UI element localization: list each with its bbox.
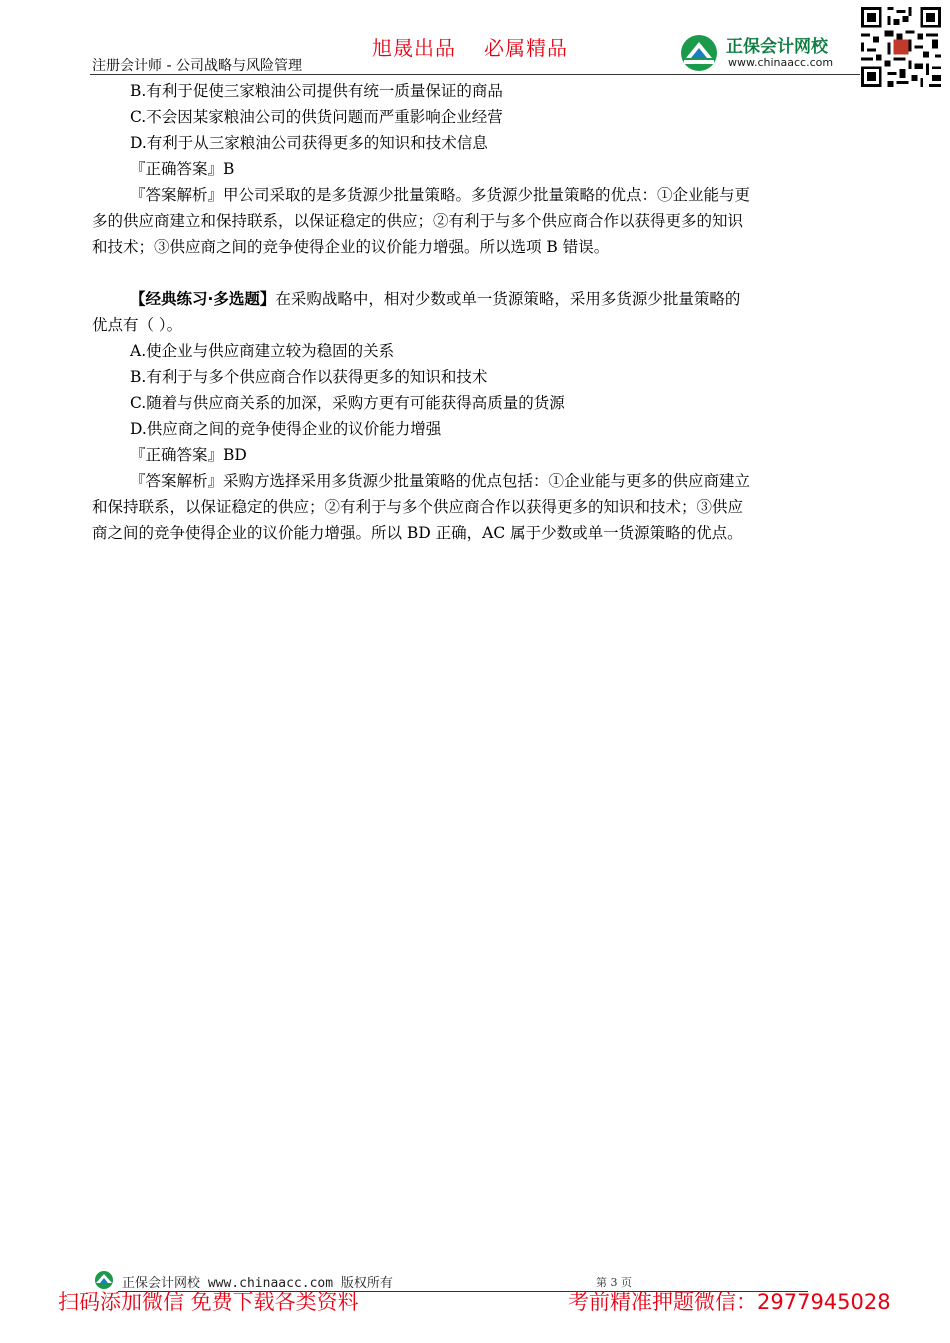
q1-option-c: C.不会因某家粮油公司的供货问题而严重影响企业经营 xyxy=(130,108,503,126)
q1-analysis-line-1: 『答案解析』甲公司采取的是多货源少批量策略。多货源少批量策略的优点：①企业能与更 xyxy=(130,186,751,204)
q2-answer: 『正确答案』BD xyxy=(130,446,247,464)
q2-option-d: D.供应商之间的竞争使得企业的议价能力增强 xyxy=(130,420,442,438)
q2-stem-line-2: 优点有（ ）。 xyxy=(92,316,183,334)
q2-question-tag: 【经典练习·多选题】 xyxy=(130,290,276,308)
q2-analysis-line-1: 『答案解析』采购方选择采用多货源少批量策略的优点包括：①企业能与更多的供应商建立 xyxy=(130,472,751,490)
q2-stem-line-1 xyxy=(130,286,740,312)
q2-option-b: B.有利于与多个供应商合作以获得更多的知识和技术 xyxy=(130,368,488,386)
q2-option-a: A.使企业与供应商建立较为稳固的关系 xyxy=(130,342,395,360)
q1-option-d: D.有利于从三家粮油公司获得更多的知识和技术信息 xyxy=(130,134,488,152)
chinaacc-logo xyxy=(678,30,858,74)
logo-url: www.chinaacc.com xyxy=(728,56,834,69)
q1-option-b: B.有利于促使三家粮油公司提供有统一质量保证的商品 xyxy=(130,82,503,100)
logo-name: 正保会计网校 xyxy=(726,37,828,57)
footer-promo-right: 考前精准押题微信：2977945028 xyxy=(568,1290,891,1314)
footer-copyright: 正保会计网校 www.chinaacc.com 版权所有 xyxy=(122,1276,393,1291)
q2-analysis-line-2: 和保持联系，以保证稳定的供应；②有利于与多个供应商合作以获得更多的知识和技术；③供应 xyxy=(92,498,744,516)
logo-emblem-icon xyxy=(678,32,720,72)
header-promo xyxy=(372,32,568,61)
q2-stem-text: 在采购战略中，相对少数或单一货源策略，采用多货源少批量策略的 xyxy=(275,290,741,308)
q2-option-c: C.随着与供应商关系的加深，采购方更有可能获得高质量的货源 xyxy=(130,394,565,412)
header-promo-left: 旭晟出品 xyxy=(372,36,456,60)
qr-code-icon xyxy=(858,4,944,90)
q1-answer: 『正确答案』B xyxy=(130,160,235,178)
header-promo-right: 必属精品 xyxy=(484,36,568,60)
header-rule xyxy=(90,74,860,75)
q1-analysis-line-2: 多的供应商建立和保持联系，以保证稳定的供应；②有利于与多个供应商合作以获得更多的知识 xyxy=(92,212,744,230)
footer-promo-left: 扫码添加微信 免费下载各类资料 xyxy=(58,1290,359,1314)
q2-analysis-line-3: 商之间的竞争使得企业的议价能力增强。所以 BD 正确，AC 属于少数或单一货源策略的优点。 xyxy=(92,524,743,542)
page-number: 第 3 页 xyxy=(596,1276,632,1289)
q1-analysis-line-3: 和技术；③供应商之间的竞争使得企业的议价能力增强。所以选项 B 错误。 xyxy=(92,238,610,256)
course-title: 注册会计师 - 公司战略与风险管理 xyxy=(92,58,302,74)
